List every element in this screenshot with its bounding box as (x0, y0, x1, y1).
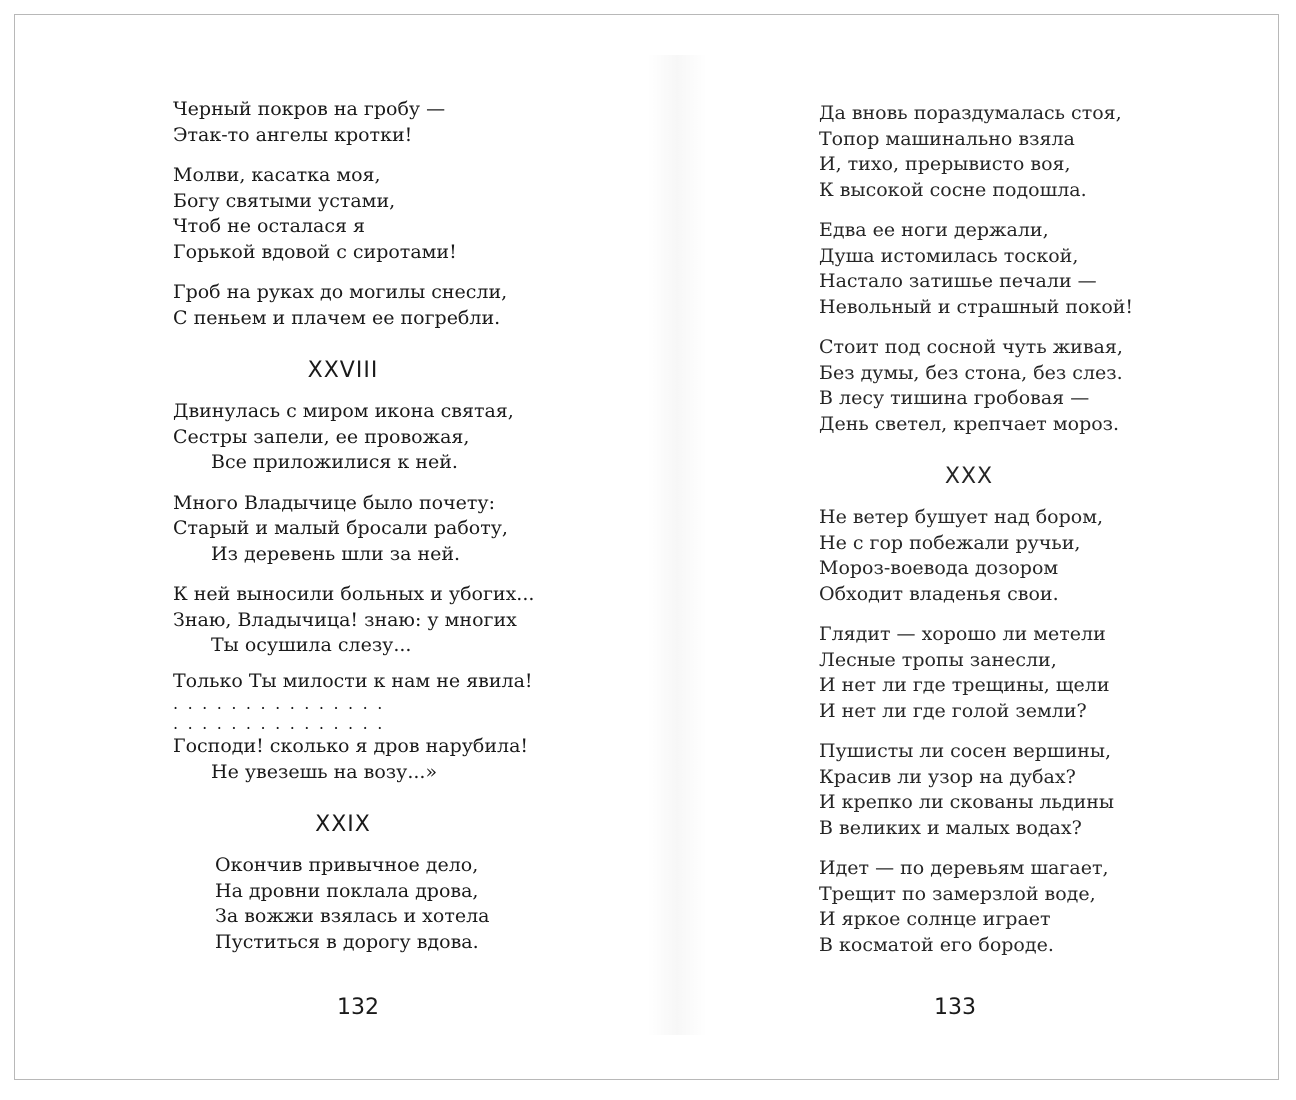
poem-line: В косматой его бороде. (819, 933, 1054, 956)
poem-line: Богу святыми устами, (173, 189, 396, 212)
poem-line: Едва ее ноги держали, (819, 219, 1049, 241)
poem-line: Окончив привычное дело, (215, 854, 479, 876)
ellipsis-row: ............... (173, 694, 392, 713)
right-page-text (819, 101, 1259, 958)
poem-line: И крепко ли скованы льдины (819, 791, 1115, 813)
poem-line: Все приложилися к ней. (211, 451, 458, 473)
left-page-text (173, 97, 613, 955)
page-number: 132 (337, 995, 379, 1020)
poem-line: В лесу тишина гробовая — (819, 387, 1090, 409)
poem-line: Пушисты ли сосен вершины, (819, 740, 1112, 762)
stanza (819, 335, 1259, 437)
poem-line: Лесные тропы занесли, (819, 648, 1057, 671)
stanza (173, 399, 613, 476)
poem-line: Обходит владенья свои. (819, 582, 1059, 605)
poem-line: Чтоб не осталася я (173, 215, 366, 237)
poem-line: Топор машинально взяла (819, 127, 1075, 150)
poem-line: Идет — по деревьям шагает, (819, 857, 1109, 879)
poem-line: На дровни поклала дрова, (215, 879, 479, 902)
section-heading-28: XXVIII (307, 358, 379, 383)
poem-line: Не с гор побежали ручьи, (819, 531, 1081, 554)
stanza (819, 218, 1259, 320)
poem-line: И яркое солнце играет (819, 908, 1051, 930)
stanza (173, 582, 613, 659)
poem-line: Настало затишье печали — (819, 270, 1097, 292)
poem-line: Пуститься в дорогу вдова. (215, 930, 479, 953)
stanza (819, 856, 1259, 958)
poem-line: День светел, крепчает мороз. (819, 412, 1120, 435)
stanza (173, 163, 613, 265)
stanza (819, 622, 1259, 724)
poem-line: И нет ли где трещины, щели (819, 674, 1110, 696)
poem-line: Невольный и страшный покой! (819, 295, 1134, 318)
poem-line: Красив ли узор на дубах? (819, 765, 1076, 788)
poem-line: И, тихо, прерывисто воя, (819, 153, 1071, 175)
section-heading-30: XXX (944, 464, 994, 489)
poem-line: Горькой вдовой с сиротами! (173, 240, 457, 263)
poem-line: К ней выносили больных и убогих... (173, 583, 535, 605)
poem-line: Знаю, Владычица! знаю: у многих (173, 608, 517, 631)
poem-line: С пеньем и плачем ее погребли. (173, 306, 501, 329)
section-heading-29: XXIX (315, 812, 371, 837)
stanza (819, 101, 1259, 203)
book-spread (14, 14, 1279, 1080)
poem-line: Мороз-воевода дозором (819, 557, 1059, 579)
poem-line: Сестры запели, ее провожая, (173, 425, 470, 448)
poem-line: К высокой сосне подошла. (819, 178, 1087, 201)
poem-line: Стоит под сосной чуть живая, (819, 336, 1123, 358)
page-number: 133 (934, 995, 976, 1020)
stanza (173, 491, 613, 568)
stanza (173, 669, 613, 786)
poem-line: Старый и малый бросали работу, (173, 517, 508, 539)
poem-line: Трещит по замерзлой воде, (819, 882, 1096, 905)
stanza (819, 505, 1259, 607)
poem-line: Двинулась с миром икона святая, (173, 400, 514, 422)
poem-line: Черный покров на гробу — (173, 98, 446, 120)
poem-line: Только Ты милости к нам не явила! (173, 669, 533, 692)
right-page (647, 15, 1279, 1079)
poem-line: Не ветер бушует над бором, (819, 506, 1104, 528)
left-page (15, 15, 647, 1079)
poem-line: Глядит — хорошо ли метели (819, 623, 1106, 645)
poem-line: Из деревень шли за ней. (211, 542, 461, 565)
poem-line: Гроб на руках до могилы снесли, (173, 281, 508, 303)
stanza (173, 853, 613, 955)
poem-line: Да вновь пораздумалась стоя, (819, 102, 1122, 124)
stanza (173, 97, 613, 148)
poem-line: Душа истомилась тоской, (819, 244, 1079, 267)
poem-line: За вожжи взялась и хотела (215, 905, 490, 927)
poem-line: Без думы, без стона, без слез. (819, 361, 1123, 384)
poem-line: Ты осушила слезу... (211, 634, 412, 656)
poem-line: И нет ли где голой земли? (819, 699, 1087, 722)
ellipsis-row: ............... (173, 714, 392, 733)
poem-line: Много Владычице было почету: (173, 491, 496, 514)
poem-line: В великих и малых водах? (819, 816, 1082, 839)
poem-line: Этак-то ангелы кротки! (173, 123, 413, 146)
stanza (819, 739, 1259, 841)
poem-line: Молви, касатка моя, (173, 164, 381, 186)
poem-line: Господи! сколько я дров нарубила! (173, 735, 529, 757)
stanza (173, 280, 613, 331)
poem-line: Не увезешь на возу...» (211, 760, 438, 783)
